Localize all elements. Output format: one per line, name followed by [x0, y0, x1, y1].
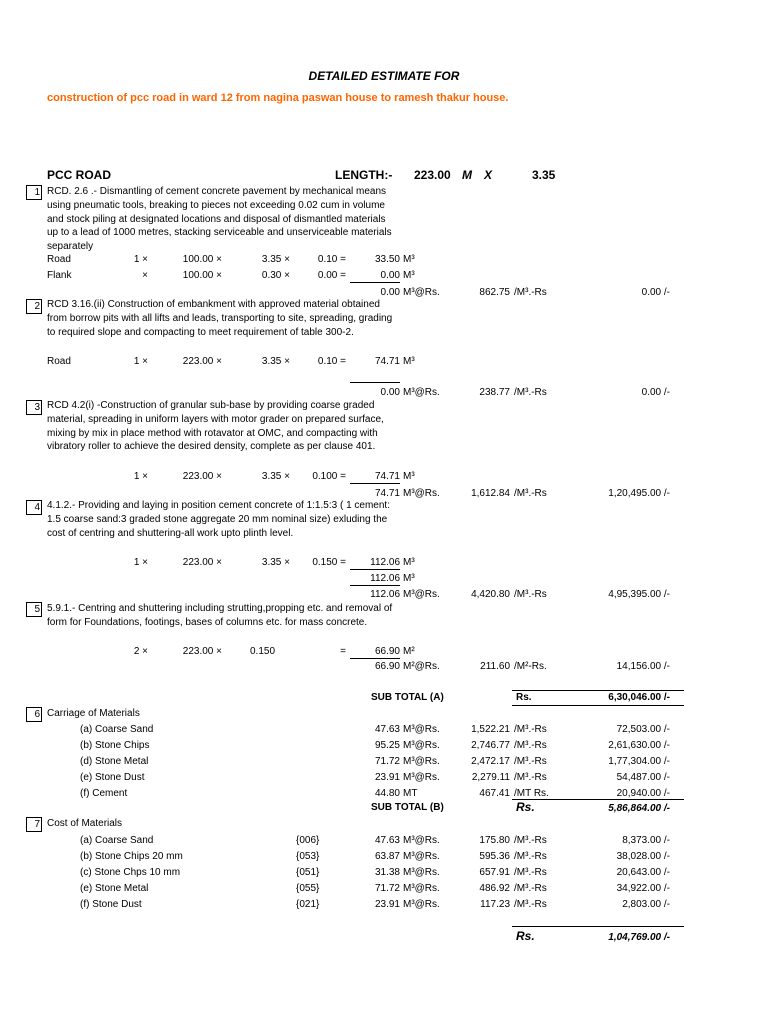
section-title: Cost of Materials [47, 818, 123, 829]
item-number: 7 [26, 817, 42, 832]
subtotal-b-amount: 5,86,864.00 /- [608, 803, 670, 814]
row-breadth: 3.35 × [261, 557, 290, 568]
material-label: (e) Stone Metal [80, 883, 149, 894]
length-label: LENGTH:- [335, 168, 393, 182]
amount-value: 0.00 /- [641, 387, 670, 398]
amount-value: 14,156.00 /- [616, 661, 670, 672]
row-unit: M³ [403, 254, 415, 265]
subtotal-a-currency: Rs. [516, 692, 532, 703]
item-description: 5.9.1.- Centring and shuttering including strutting,propping etc. and removal of form for Foundations, footings, bases of columns etc. for mass concrete. [47, 603, 393, 628]
times-sign: X [484, 168, 493, 182]
amount-value: 4,95,395.00 /- [608, 589, 670, 600]
total-quantity: 0.00 [380, 287, 400, 298]
subtotal-a-amount: 6,30,046.00 /- [608, 692, 670, 703]
total-rule [512, 926, 684, 927]
material-label: (b) Stone Chips 20 mm [80, 851, 183, 862]
material-quantity: 95.25 [374, 740, 400, 751]
material-rate: 595.36 [479, 851, 510, 862]
row-length: 100.00 × [182, 254, 222, 265]
row-length: 223.00 × [182, 356, 222, 367]
material-quantity: 71.72 [374, 756, 400, 767]
row-breadth: 3.35 × [261, 471, 290, 482]
material-label: (d) Stone Metal [80, 756, 149, 767]
material-amount: 20,940.00 /- [616, 788, 670, 799]
material-code: {051} [296, 867, 320, 878]
row-unit: M³ [403, 471, 415, 482]
material-quantity: 23.91 [374, 772, 400, 783]
rate-unit: /M²-Rs. [514, 661, 547, 672]
row-breadth: 0.30 × [261, 270, 290, 281]
row-height: 0.100 = [312, 471, 346, 482]
material-code: {055} [296, 883, 320, 894]
material-rate-unit: /M³.-Rs [514, 724, 547, 735]
row-height: 0.10 = [317, 356, 346, 367]
material-amount: 34,922.00 /- [616, 883, 670, 894]
subtotal-a-rule [512, 705, 684, 706]
row-label: Flank [47, 270, 72, 281]
total-currency: Rs. [516, 929, 535, 943]
row-count: 1 × [133, 356, 148, 367]
material-label: (f) Cement [80, 788, 128, 799]
material-rate-unit: /MT Rs. [514, 788, 549, 799]
material-rate: 2,746.77 [471, 740, 510, 751]
document-subtitle: construction of pcc road in ward 12 from nagina paswan house to ramesh thakur house. [47, 92, 509, 104]
length-value: 223.00 [414, 168, 451, 182]
total-unit: M³@Rs. [403, 387, 440, 398]
material-unit: M³@Rs. [403, 756, 440, 767]
rate-value: 862.75 [479, 287, 510, 298]
item-number: 4 [26, 500, 42, 515]
row-quantity: 33.50 [374, 254, 400, 265]
row-length: 223.00 × [182, 557, 222, 568]
material-quantity: 23.91 [374, 899, 400, 910]
subtotal-a-label: SUB TOTAL (A) [371, 692, 444, 703]
row-height: = [340, 646, 346, 657]
total-unit: M²@Rs. [403, 661, 440, 672]
total-quantity: 0.00 [380, 387, 400, 398]
material-unit: M³@Rs. [403, 883, 440, 894]
total-unit: M³@Rs. [403, 589, 440, 600]
rate-value: 1,612.84 [471, 488, 510, 499]
item-number: 5 [26, 602, 42, 617]
row-length: 223.00 × [182, 471, 222, 482]
material-amount: 1,77,304.00 /- [608, 756, 670, 767]
material-label: (a) Coarse Sand [80, 835, 154, 846]
material-unit: M³@Rs. [403, 899, 440, 910]
item-description: RCD 4.2(i) -Construction of granular sub-base by providing coarse graded material, spreading in uniform layers with motor grader on prepared surface, mixing by mix in place method with rotavator at OMC, and compacting with vibratory roller to achieve the desired density, complete as per clause 401. [47, 400, 384, 453]
material-rate-unit: /M³.-Rs [514, 851, 547, 862]
material-label: (b) Stone Chips [80, 740, 150, 751]
material-rate-unit: /M³.-Rs [514, 740, 547, 751]
row-breadth: 3.35 × [261, 254, 290, 265]
item-description: RCD 3.16.(ii) Construction of embankment with approved material obtained from borrow pits with all lifts and leads, transporting to site, spreading, grading to required slope and compacting to meet requirement of table 300-2. [47, 299, 393, 338]
material-rate: 1,522.21 [471, 724, 510, 735]
total-unit: M³@Rs. [403, 488, 440, 499]
rate-value: 211.60 [480, 661, 510, 672]
subtotal-b-label: SUB TOTAL (B) [371, 802, 444, 813]
material-amount: 38,028.00 /- [616, 851, 670, 862]
document-title: DETAILED ESTIMATE FOR [308, 69, 460, 83]
row-unit: M² [403, 646, 415, 657]
row-count: 1 × [133, 557, 148, 568]
length-unit: M [462, 168, 472, 182]
row-quantity: 74.71 [350, 470, 400, 484]
material-rate: 486.92 [479, 883, 510, 894]
row-count: 2 × [133, 646, 148, 657]
material-unit: M³@Rs. [403, 772, 440, 783]
row-label: Road [47, 356, 71, 367]
material-amount: 72,503.00 /- [616, 724, 670, 735]
material-amount: 8,373.00 /- [622, 835, 670, 846]
material-rate-unit: /M³.-Rs [514, 883, 547, 894]
total-quantity: 112.06 [370, 589, 400, 600]
row-quantity: 0.00 [350, 269, 400, 283]
material-amount: 2,803.00 /- [622, 899, 670, 910]
material-unit: M³@Rs. [403, 740, 440, 751]
material-quantity: 71.72 [374, 883, 400, 894]
material-code: {021} [296, 899, 320, 910]
row-quantity: 74.71 [374, 356, 400, 367]
rate-unit: /M³.-Rs [514, 589, 547, 600]
total-quantity: 66.90 [374, 661, 400, 672]
material-quantity: 44.80 [374, 788, 400, 799]
amount-value: 1,20,495.00 /- [608, 488, 670, 499]
material-rate-unit: /M³.-Rs [514, 899, 547, 910]
material-quantity: 63.87 [374, 851, 400, 862]
row-length: 223.00 × [182, 646, 222, 657]
row-unit: M³ [403, 356, 415, 367]
rate-value: 4,420.80 [471, 589, 510, 600]
material-amount: 54,487.00 /- [616, 772, 670, 783]
subtotal-b-rule [512, 799, 684, 800]
row-label: Road [47, 254, 71, 265]
amount-value: 0.00 /- [641, 287, 670, 298]
total-quantity: 74.71 [374, 488, 400, 499]
material-unit: M³@Rs. [403, 851, 440, 862]
material-code: {006} [296, 835, 320, 846]
subtotal-b-currency: Rs. [516, 800, 535, 814]
row-height: 0.00 = [317, 270, 346, 281]
material-rate: 657.91 [479, 867, 510, 878]
item-description: RCD. 2.6 .- Dismantling of cement concrete pavement by mechanical means using pneumatic tools, breaking to pieces not exceeding 0.02 cum in volume and stock piling at designated locations and disposal of dismantled materials up to a lead of 1000 metres, stacking serviceable and unserviceable materials separately [47, 186, 392, 253]
rate-unit: /M³.-Rs [514, 488, 547, 499]
rate-value: 238.77 [479, 387, 510, 398]
row-unit: M³ [403, 557, 415, 568]
material-rate: 117.23 [480, 899, 510, 910]
material-rate: 2,472.17 [471, 756, 510, 767]
subtotal-a-rule [512, 690, 684, 691]
material-label: (c) Stone Chps 10 mm [80, 867, 181, 878]
material-quantity: 47.63 [374, 724, 400, 735]
material-rate: 467.41 [479, 788, 510, 799]
material-unit: M³@Rs. [403, 835, 440, 846]
row-breadth: 0.150 [250, 646, 276, 657]
row-count: 1 × [133, 254, 148, 265]
material-rate: 175.80 [479, 835, 510, 846]
material-unit: M³@Rs. [403, 867, 440, 878]
row-quantity: 66.90 [350, 645, 400, 659]
item-number: 2 [26, 299, 42, 314]
item-number: 6 [26, 707, 42, 722]
total-unit: M³@Rs. [403, 287, 440, 298]
item-number: 1 [26, 185, 42, 200]
row-length: 100.00 × [182, 270, 222, 281]
subtotal-quantity: 112.06 [350, 572, 400, 586]
subtotal-unit: M³ [403, 573, 415, 584]
row-unit: M³ [403, 270, 415, 281]
material-amount: 2,61,630.00 /- [608, 740, 670, 751]
material-rate-unit: /M³.-Rs [514, 756, 547, 767]
row-breadth: 3.35 × [261, 356, 290, 367]
row-quantity: 112.06 [350, 556, 400, 570]
material-unit: MT [403, 788, 418, 799]
material-unit: M³@Rs. [403, 724, 440, 735]
item-description: 4.1.2.- Providing and laying in position cement concrete of 1:1.5:3 ( 1 cement: 1.5 coarse sand:3 graded stone aggregate 20 mm nominal size) exluding the cost of centring and shuttering-all work upto plinth level. [47, 500, 390, 539]
row-count: 1 × [133, 471, 148, 482]
section-name: PCC ROAD [47, 168, 112, 182]
sum-rule [350, 382, 400, 383]
row-height: 0.150 = [312, 557, 346, 568]
material-rate: 2,279.11 [471, 772, 510, 783]
item-number: 3 [26, 400, 42, 415]
row-height: 0.10 = [317, 254, 346, 265]
width-value: 3.35 [532, 168, 556, 182]
total-amount: 1,04,769.00 /- [608, 932, 670, 943]
material-rate-unit: /M³.-Rs [514, 867, 547, 878]
material-label: (a) Coarse Sand [80, 724, 154, 735]
material-rate-unit: /M³.-Rs [514, 772, 547, 783]
section-title: Carriage of Materials [47, 708, 140, 719]
material-code: {053} [296, 851, 320, 862]
row-count: × [142, 270, 148, 281]
material-quantity: 31.38 [374, 867, 400, 878]
material-label: (f) Stone Dust [80, 899, 142, 910]
material-quantity: 47.63 [374, 835, 400, 846]
rate-unit: /M³.-Rs [514, 387, 547, 398]
rate-unit: /M³.-Rs [514, 287, 547, 298]
material-rate-unit: /M³.-Rs [514, 835, 547, 846]
material-amount: 20,643.00 /- [616, 867, 670, 878]
material-label: (e) Stone Dust [80, 772, 145, 783]
